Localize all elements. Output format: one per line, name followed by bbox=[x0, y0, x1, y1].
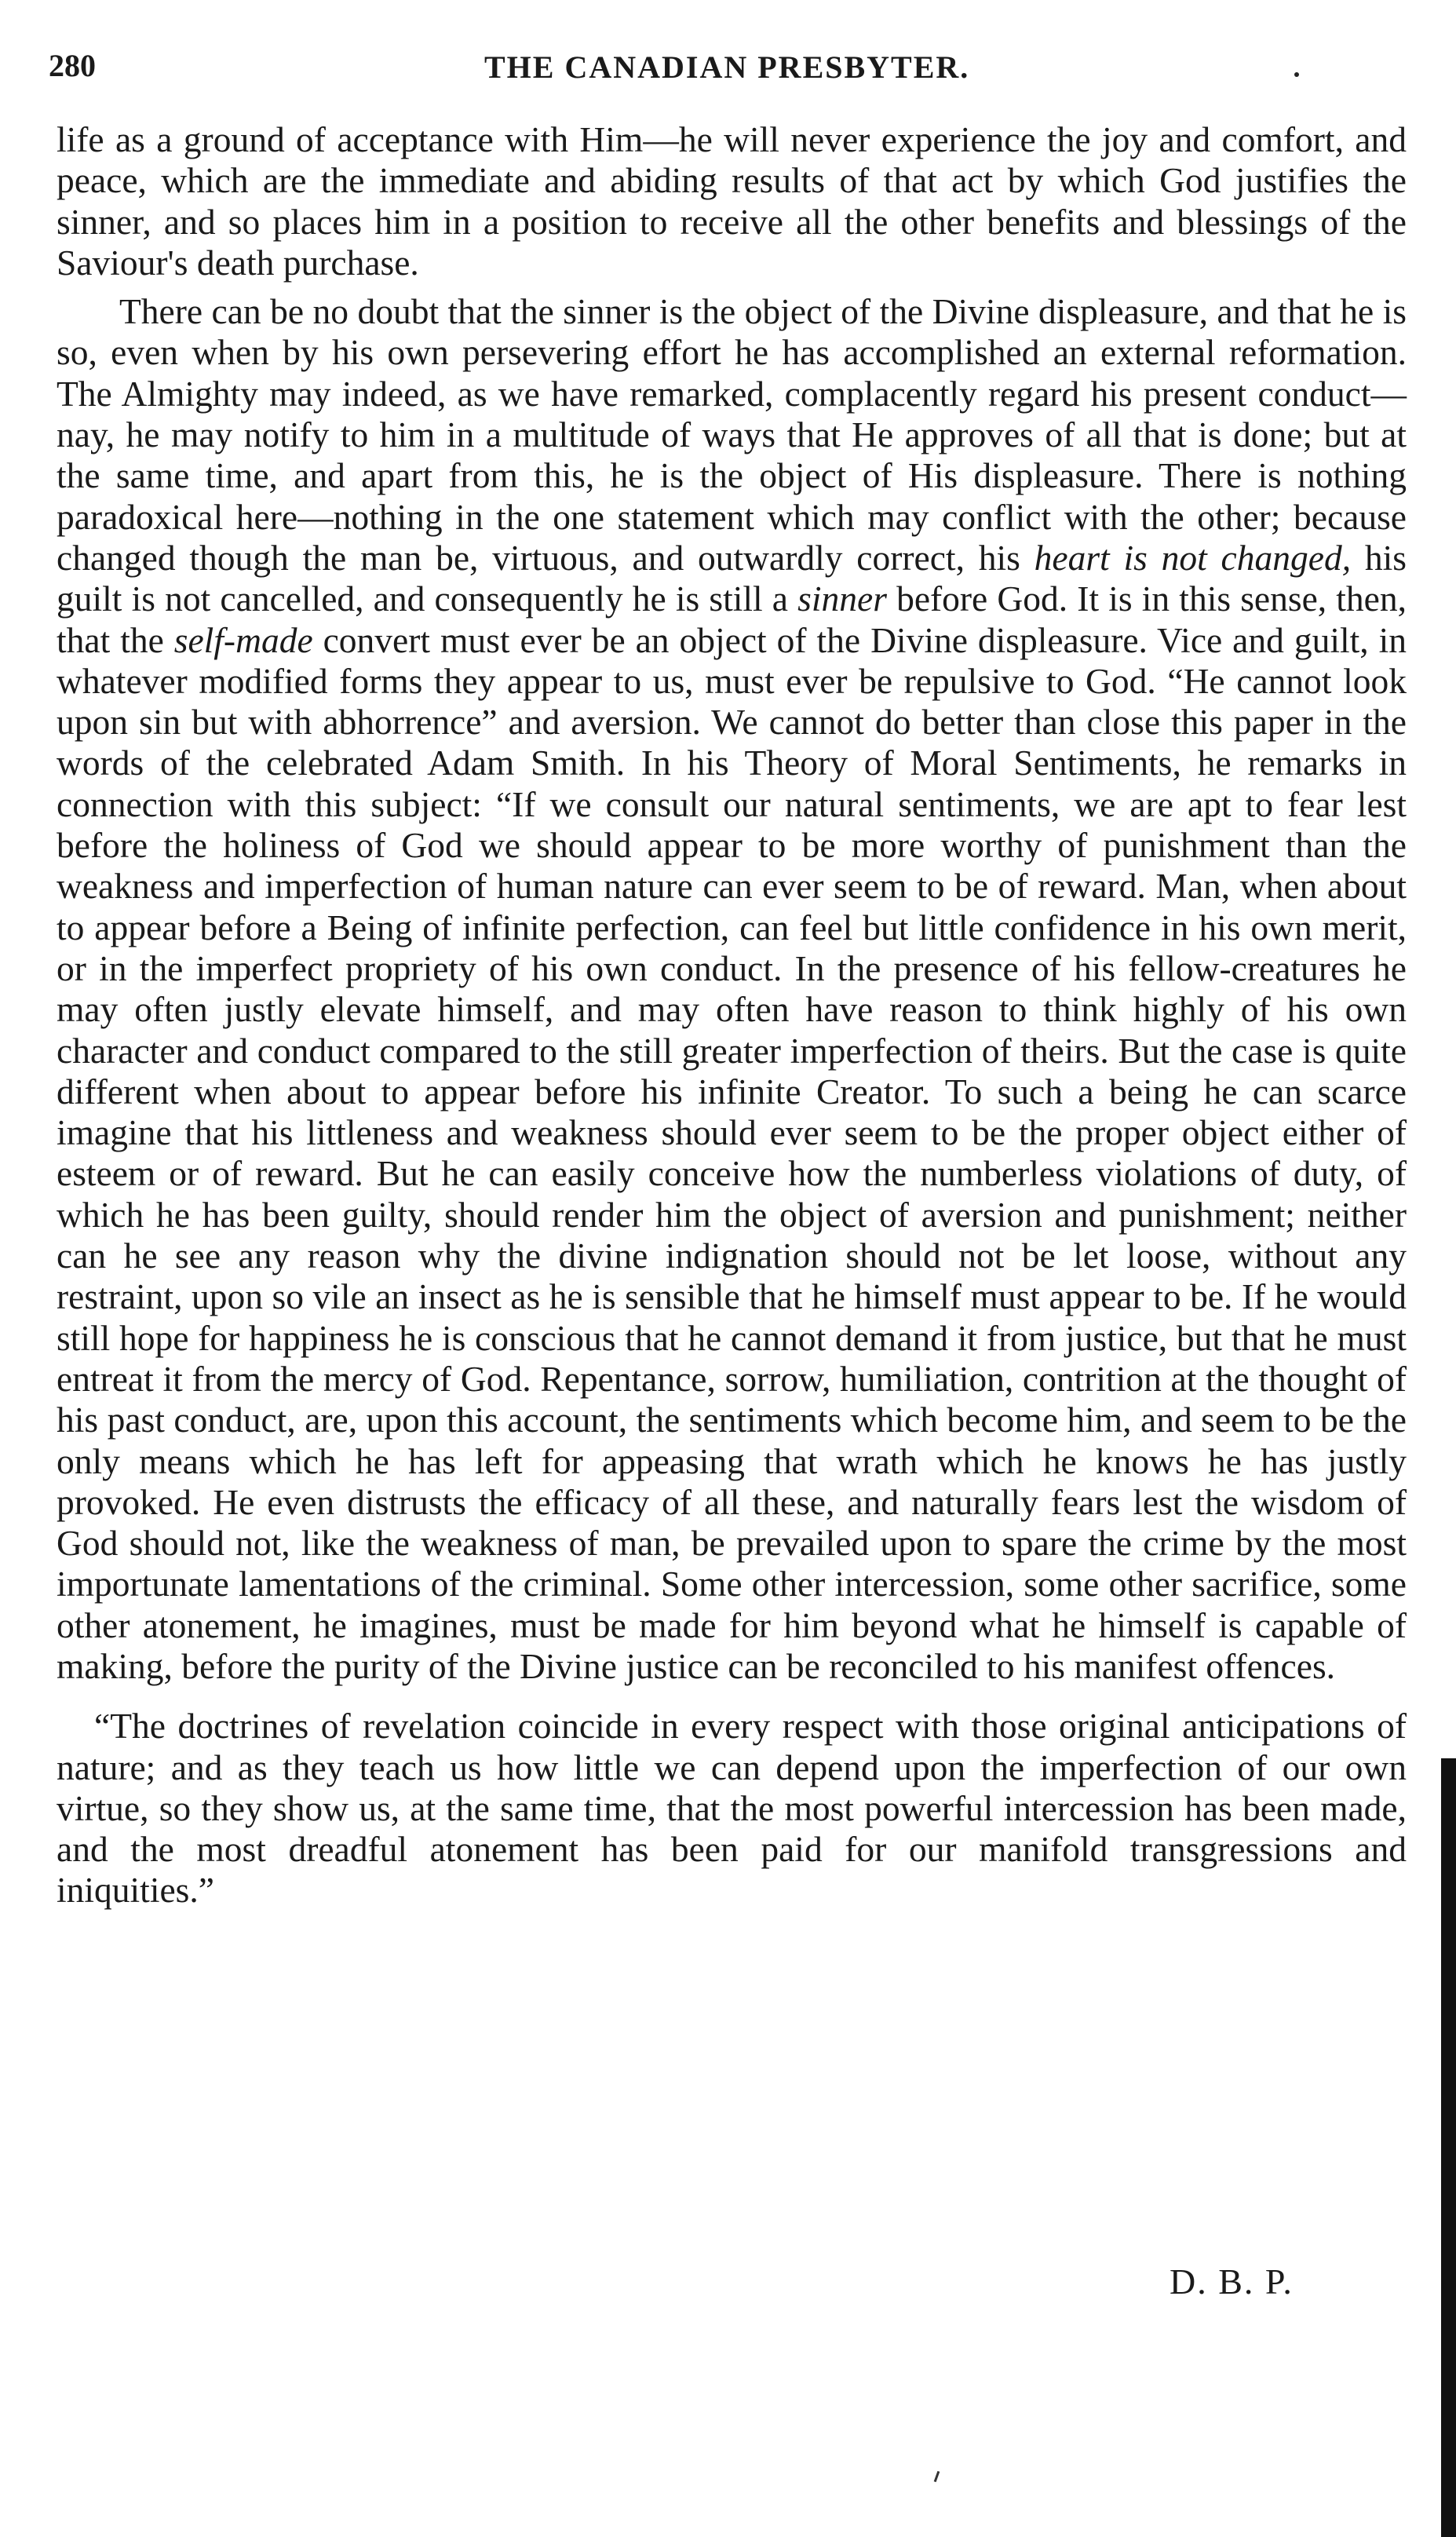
article-body bbox=[57, 119, 1407, 1911]
paragraph-revelation-quote: “The doctrines of revelation coincide in every respect with those original anticipations of nature; and as they teach us how little we can depend upon the imperfection of our own virtue, so they show us, at the same time, that the most powerful intercession has been made, and the most dreadful atonement has been paid for our manifold transgressions and iniquities.” bbox=[57, 1706, 1407, 1911]
page-header bbox=[49, 38, 1014, 93]
paragraph-text: convert must ever be an object of the Divine displeasure. Vice and guilt, in whatever modified forms they appear to us, must ever be repulsive to God. “He cannot look upon sin but with abhorrence” and aversion. We cannot do better than close this paper in the words of the celebrated Adam Smith. In his Theory of Moral Sentiments, he remarks in connection with this subject: “If we consult our natural sentiments, we are apt to fear lest before the holiness of God we should appear to be more worthy of punishment than the weakness and imperfection of human nature can ever seem to be of reward. Man, when about to appear before a Being of infinite perfection, can feel but little confidence in his own merit, or in the imperfect propriety of his own conduct. In the presence of his fellow-creatures he may often justly elevate himself, and may often have reason to think highly of his own character and conduct compared to the still greater imperfection of theirs. But the case is quite different when about to appear before his infinite Creator. To such a being he can scarce imagine that his littleness and weakness should ever seem to be the proper object either of esteem or of reward. But he can easily conceive how the numberless violations of duty, of which he has been guilty, should render him the object of aversion and punishment; neither can he see any reason why the divine indignation should not be let loose, without any restraint, upon so vile an insect as he is sensible that he himself must appear to be. If he would still hope for happiness he is conscious that he cannot demand it from justice, but that he must entreat it from the mercy of God. Repentance, sorrow, humiliation, contrition at the thought of his past conduct, are, upon this account, the sentiments which become him, and seem to be the only means which he has left for appeasing that wrath which he knows he has justly provoked. He even distrusts the efficacy of all these, and naturally fears lest the wisdom of God should not, like the weakness of man, be prevailed upon to spare the crime by the most importunate lamentations of the criminal. Some other intercession, some other sacrifice, some other atonement, he imagines, must be made for him beyond what he himself is capable of making, before the purity of the Divine justice can be reconciled to his manifest offences. bbox=[57, 619, 1407, 1686]
italic-sinner: sinner bbox=[797, 579, 887, 619]
page-number: 280 bbox=[49, 48, 96, 83]
scan-edge-shadow bbox=[1441, 1758, 1456, 2537]
author-signature: D. B. P. bbox=[1170, 2261, 1294, 2302]
paragraph-text: his guilt is not cancelled, and consequently he is still a bbox=[57, 537, 1407, 619]
italic-self-made: self-made bbox=[173, 619, 313, 660]
paragraph-text: There can be no doubt that the sinner is the object of the Divine displeasure, and that he is so, even when by his own persevering effort he has accomplished an external reformation. The Almighty may indeed, as we have remarked, complacently regard his present conduct—nay, he may notify to him in a multitude of ways that He approves of all that is done; but at the same time, and apart from this, he is the object of His displeasure. There is nothing paradoxical here—nothing in the one statement which may conflict with the other; because changed though the man be, virtuous, and outwardly correct, his bbox=[57, 291, 1407, 578]
paragraph-displeasure bbox=[57, 291, 1407, 1687]
italic-heart-not-changed: heart is not changed, bbox=[1034, 537, 1352, 578]
paragraph-text: before God. It is in this sense, then, that the bbox=[57, 579, 1407, 660]
running-title: THE CANADIAN PRESBYTER. bbox=[484, 49, 970, 85]
header-speck-mark bbox=[1294, 72, 1299, 77]
stray-ink-mark bbox=[934, 2471, 940, 2482]
paragraph-continued: life as a ground of acceptance with Him—he will never experience the joy and comfort, and peace, which are the immediate and abiding results of that act by which God justifies the sinner, and so places him in a position to receive all the other benefits and blessings of the Saviour's death purchase. bbox=[57, 119, 1407, 283]
